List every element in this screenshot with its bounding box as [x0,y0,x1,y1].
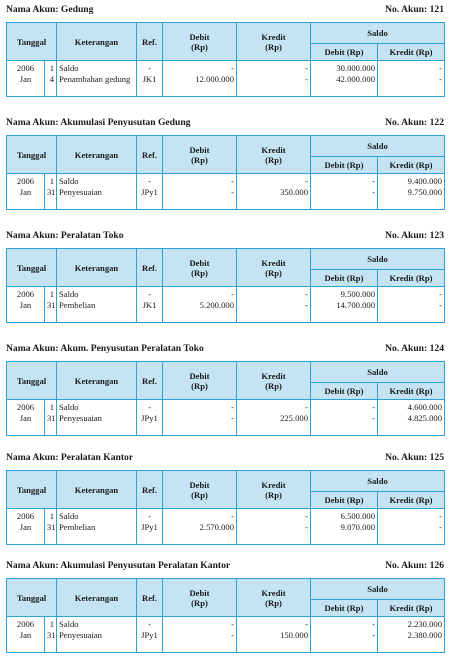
cell-year-month: 2006 Jan [7,509,45,545]
cell-saldo-debit: - - [311,400,378,436]
table-row [7,509,445,545]
cell-ref: - JPy1 [137,509,163,545]
header-row-1 [7,471,445,492]
table-row [7,287,445,323]
col-saldo: Saldo [311,362,445,383]
account-header [6,343,444,357]
cell-kredit: - - [237,509,311,545]
cell-ref: - JK1 [137,287,163,323]
cell-saldo-kredit: 4.600.000 4.825.000 [378,400,445,436]
account-number: No. Akun: 125 [385,452,444,463]
col-saldo-kredit: Kredit (Rp) [378,157,445,174]
cell-keterangan: Saldo Penyesuaian [57,174,137,210]
cell-saldo-debit: 6.500.000 9.070.000 [311,509,378,545]
cell-saldo-kredit: - - [378,61,445,97]
account-name: Nama Akun: Peralatan Toko [6,230,124,241]
col-saldo-kredit: Kredit (Rp) [378,44,445,61]
cell-saldo-kredit: - - [378,287,445,323]
ledger-table [6,578,445,653]
account-name: Nama Akun: Peralatan Kantor [6,452,134,463]
ledger-block [6,117,444,210]
account-name: Nama Akun: Akumulasi Penyusutan Peralatan Kantor [6,560,231,571]
col-saldo-kredit: Kredit (Rp) [378,270,445,287]
cell-year-month: 2006 Jan [7,400,45,436]
cell-day: 1 4 [45,61,57,97]
cell-kredit: - 225.000 [237,400,311,436]
col-tanggal: Tanggal [7,471,57,509]
col-kredit: Kredit (Rp) [237,362,311,400]
col-ref: Ref. [137,23,163,61]
table-row [7,174,445,210]
account-header [6,560,444,574]
ledger-block [6,560,444,653]
col-kredit: Kredit (Rp) [237,249,311,287]
col-saldo: Saldo [311,249,445,270]
account-number: No. Akun: 126 [385,560,444,571]
col-tanggal: Tanggal [7,249,57,287]
col-debit: Debit (Rp) [163,579,237,617]
account-header [6,4,444,18]
col-keterangan: Keterangan [57,471,137,509]
col-saldo: Saldo [311,579,445,600]
cell-day: 1 31 [45,509,57,545]
col-saldo-debit: Debit (Rp) [311,492,378,509]
cell-saldo-kredit: - - [378,509,445,545]
account-name: Nama Akun: Akum. Penyusutan Peralatan Toko [6,343,204,354]
ledger-table [6,248,445,323]
ledger-table [6,361,445,436]
col-kredit: Kredit (Rp) [237,471,311,509]
col-kredit: Kredit (Rp) [237,136,311,174]
col-debit: Debit (Rp) [163,249,237,287]
cell-ref: - JPy1 [137,617,163,653]
col-saldo: Saldo [311,471,445,492]
col-saldo: Saldo [311,23,445,44]
header-row-1 [7,249,445,270]
cell-day: 1 31 [45,400,57,436]
account-header [6,230,444,244]
col-saldo-debit: Debit (Rp) [311,600,378,617]
cell-saldo-debit: - - [311,174,378,210]
cell-year-month: 2006 Jan [7,287,45,323]
cell-saldo-debit: 30.000.000 42.000.000 [311,61,378,97]
table-row [7,61,445,97]
header-row-1 [7,23,445,44]
col-kredit: Kredit (Rp) [237,23,311,61]
table-row [7,400,445,436]
account-number: No. Akun: 122 [385,117,444,128]
cell-year-month: 2006 Jan [7,174,45,210]
cell-kredit: - - [237,61,311,97]
account-number: No. Akun: 124 [385,343,444,354]
cell-saldo-debit: - - [311,617,378,653]
col-keterangan: Keterangan [57,136,137,174]
cell-keterangan: Saldo Penambahan gedung [57,61,137,97]
col-keterangan: Keterangan [57,362,137,400]
cell-day: 1 31 [45,287,57,323]
col-ref: Ref. [137,579,163,617]
col-debit: Debit (Rp) [163,23,237,61]
cell-debit: - - [163,174,237,210]
header-row-1 [7,136,445,157]
cell-year-month: 2006 Jan [7,617,45,653]
cell-keterangan: Saldo Pembelian [57,509,137,545]
cell-debit: - - [163,400,237,436]
account-number: No. Akun: 121 [385,4,444,15]
col-tanggal: Tanggal [7,23,57,61]
col-ref: Ref. [137,362,163,400]
header-row-1 [7,579,445,600]
col-saldo-debit: Debit (Rp) [311,383,378,400]
col-saldo-debit: Debit (Rp) [311,44,378,61]
col-ref: Ref. [137,136,163,174]
col-kredit: Kredit (Rp) [237,579,311,617]
cell-saldo-debit: 9.500.000 14.700.000 [311,287,378,323]
cell-debit: - 12.000.000 [163,61,237,97]
cell-debit: - - [163,617,237,653]
cell-kredit: - - [237,287,311,323]
cell-kredit: - 150.000 [237,617,311,653]
cell-keterangan: Saldo Penyesuaian [57,617,137,653]
col-debit: Debit (Rp) [163,471,237,509]
cell-saldo-kredit: 9.400.000 9.750.000 [378,174,445,210]
col-tanggal: Tanggal [7,362,57,400]
cell-ref: - JPy1 [137,400,163,436]
col-keterangan: Keterangan [57,23,137,61]
ledger-table [6,135,445,210]
ledger-table [6,470,445,545]
ledger-block [6,452,444,545]
col-saldo-debit: Debit (Rp) [311,270,378,287]
cell-kredit: - 350.000 [237,174,311,210]
col-tanggal: Tanggal [7,579,57,617]
account-header [6,117,444,131]
cell-debit: - 2.570.000 [163,509,237,545]
col-ref: Ref. [137,471,163,509]
col-tanggal: Tanggal [7,136,57,174]
col-saldo-kredit: Kredit (Rp) [378,492,445,509]
cell-ref: - JPy1 [137,174,163,210]
account-number: No. Akun: 123 [385,230,444,241]
col-saldo: Saldo [311,136,445,157]
cell-year-month: 2006 Jan [7,61,45,97]
cell-debit: - 5.200.000 [163,287,237,323]
cell-ref: - JK1 [137,61,163,97]
cell-keterangan: Saldo Pembelian [57,287,137,323]
account-header [6,452,444,466]
col-keterangan: Keterangan [57,249,137,287]
cell-keterangan: Saldo Penyesuaian [57,400,137,436]
ledger-block [6,230,444,323]
cell-saldo-kredit: 2.230.000 2.380.000 [378,617,445,653]
col-saldo-debit: Debit (Rp) [311,157,378,174]
ledger-block [6,343,444,436]
cell-day: 1 31 [45,617,57,653]
col-saldo-kredit: Kredit (Rp) [378,383,445,400]
col-ref: Ref. [137,249,163,287]
cell-day: 1 31 [45,174,57,210]
col-keterangan: Keterangan [57,579,137,617]
col-debit: Debit (Rp) [163,136,237,174]
account-name: Nama Akun: Gedung [6,4,94,15]
account-name: Nama Akun: Akumulasi Penyusutan Gedung [6,117,191,128]
table-row [7,617,445,653]
col-debit: Debit (Rp) [163,362,237,400]
col-saldo-kredit: Kredit (Rp) [378,600,445,617]
header-row-1 [7,362,445,383]
ledger-table [6,22,445,97]
ledger-block [6,4,444,97]
